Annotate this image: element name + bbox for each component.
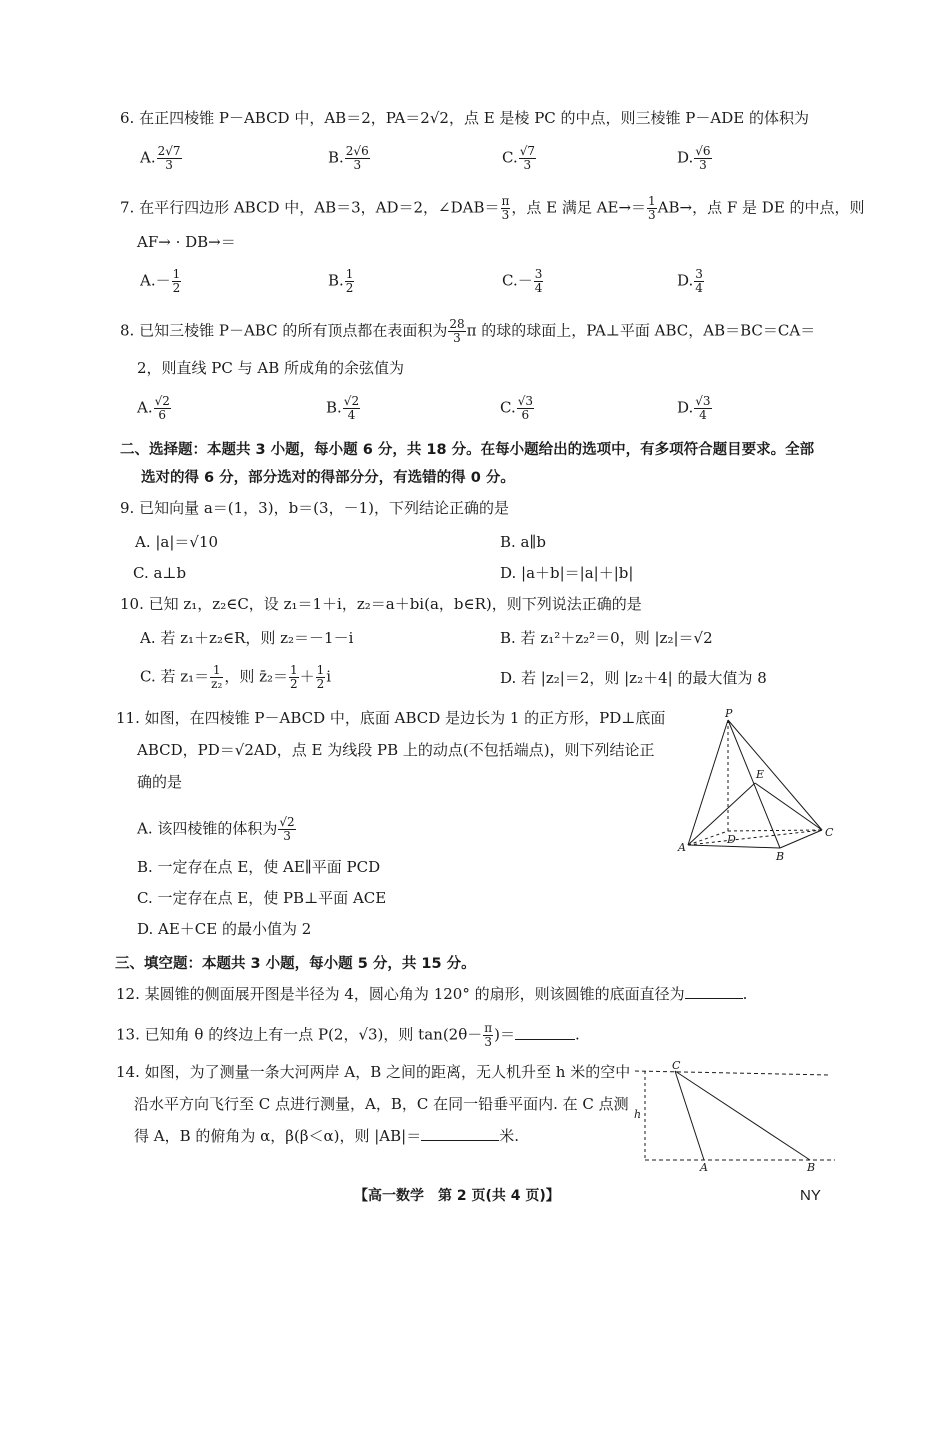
fraction: $\frac{1}{\text{z₂}}$ <box>211 663 223 691</box>
section2-heading: 二、选择题：本题共 3 小题，每小题 6 分，共 18 分。在每小题给出的选项中，有多项符合题目要求。全部 <box>120 442 815 458</box>
q8-stem-line2: 2，则直线 PC 与 AB 所成角的余弦值为 <box>137 359 405 377</box>
q7-stem: 7. 在平行四边形 ABCD 中，AB＝3，AD＝2，∠DAB＝ $\frac{\pi}{3}$ ，点 E 满足 AE→＝ $\frac{1}{3}$ AB→，点 F 是 DE 的中点，则 <box>120 194 865 222</box>
q7-option-b: B. $\frac{1}{2}$ <box>328 267 354 295</box>
answer-blank[interactable] <box>685 984 743 999</box>
label-a: A <box>678 841 686 854</box>
label-c: C <box>672 1059 681 1072</box>
label-h: h <box>634 1108 642 1121</box>
label-c: C <box>825 826 834 839</box>
label-b: B <box>807 1161 816 1174</box>
option-label: D. <box>677 148 694 167</box>
fraction: $\frac{1}{2}$ <box>345 267 354 295</box>
page-footer: 【高一数学 第 2 页(共 4 页)】 <box>354 1188 560 1204</box>
fraction: $\frac{28}{3}$ <box>449 317 465 345</box>
fraction: $\frac{2√6}{3}$ <box>345 144 369 172</box>
q11-option-a: A. 该四棱锥的体积为 $\frac{√2}{3}$ <box>137 815 295 843</box>
label-b: B <box>776 850 785 863</box>
q8-stem: 8. 已知三棱锥 P－ABC 的所有顶点都在表面积为 $\frac{28}{3}$ π 的球的球面上，PA⊥平面 ABC，AB＝BC＝CA＝ <box>120 317 816 345</box>
q9-option-c: C. a⊥b <box>133 564 187 582</box>
label-p: P <box>725 707 733 720</box>
q10-stem: 10. 已知 z₁，z₂∈C，设 z₁＝1＋i，z₂＝a＋bi(a，b∈R)，则下列说法正确的是 <box>120 595 642 613</box>
q6-stem: 6. 在正四棱锥 P－ABCD 中，AB＝2，PA＝2√2，点 E 是棱 PC 的中点，则三棱锥 P－ADE 的体积为 <box>120 109 809 127</box>
fraction: $\frac{√6}{3}$ <box>695 144 711 172</box>
fraction: $\frac{√3}{4}$ <box>695 394 711 422</box>
fraction: $\frac{3}{4}$ <box>534 267 543 295</box>
edge-dc <box>728 830 822 831</box>
section2-heading-line2: 选对的得 6 分，部分选对的得部分分，有选错的得 0 分。 <box>141 470 515 486</box>
q8-option-a: A. $\frac{√2}{6}$ <box>137 394 170 422</box>
q6-option-a <box>140 145 183 172</box>
q10-option-b: B. 若 z₁²＋z₂²＝0，则 |z₂|＝√2 <box>500 629 713 647</box>
fraction: $\frac{1}{2}$ <box>172 267 181 295</box>
fraction: $\frac{1}{2}$ <box>316 663 325 691</box>
q6-option-d <box>677 145 713 172</box>
q10-option-c: C. 若 z₁＝ $\frac{1}{\text{z₂}}$ ，则 z̄₂＝ $\frac{1}{2}$ ＋ $\frac{1}{2}$ i <box>140 663 332 691</box>
q8-option-d: D. $\frac{√3}{4}$ <box>677 394 711 422</box>
footer-code: NY <box>800 1187 821 1204</box>
pyramid-figure <box>670 705 840 865</box>
river-figure <box>630 1058 840 1178</box>
fraction: $\frac{3}{4}$ <box>695 267 703 295</box>
q11-option-c: C. 一定存在点 E，使 PB⊥平面 ACE <box>137 889 387 907</box>
q11-option-b: B. 一定存在点 E，使 AE∥平面 PCD <box>137 858 381 876</box>
fraction: $\frac{√3}{6}$ <box>517 394 533 422</box>
q9-option-b: B. a∥b <box>500 533 547 551</box>
sight-cb <box>675 1071 810 1160</box>
q11-stem-line2: ABCD，PD＝√2AD，点 E 为线段 PB 上的动点(不包括端点)，则下列结论正 <box>137 741 655 759</box>
fraction: $\frac{1}{3}$ <box>648 194 656 222</box>
q8-option-c: C. $\frac{√3}{6}$ <box>500 394 533 422</box>
q7-option-d: D. $\frac{3}{4}$ <box>677 267 703 295</box>
edge-pc <box>728 720 822 830</box>
q14-stem-line2: 沿水平方向飞行至 C 点进行测量，A，B，C 在同一铅垂平面内. 在 C 点测 <box>134 1095 629 1113</box>
q9-option-d: D. |a＋b|＝|a|＋|b| <box>500 564 634 582</box>
q6-option-b <box>328 145 371 172</box>
q7-option-a: A.－ $\frac{1}{2}$ <box>140 267 181 295</box>
q14-stem: 14. 如图，为了测量一条大河两岸 A，B 之间的距离，无人机升至 h 米的空中 <box>116 1063 631 1081</box>
q13-stem: 13. 已知角 θ 的终边上有一点 P(2，√3)，则 tan(2θ－ $\frac{\pi}{3}$ )＝ . <box>116 1021 580 1049</box>
fraction: $\frac{√7}{3}$ <box>519 144 535 172</box>
answer-blank[interactable] <box>421 1126 499 1141</box>
flight-line <box>635 1071 830 1075</box>
fraction: $\frac{√2}{3}$ <box>279 815 295 843</box>
q8-option-b: B. $\frac{√2}{4}$ <box>326 394 360 422</box>
section3-heading: 三、填空题：本题共 3 小题，每小题 5 分，共 15 分。 <box>115 956 476 972</box>
label-d: D <box>727 833 736 846</box>
q9-stem: 9. 已知向量 a＝(1，3)，b＝(3，－1)，下列结论正确的是 <box>120 499 509 517</box>
sight-ca <box>675 1071 704 1160</box>
q14-stem-line3: 得 A，B 的俯角为 α，β(β＜α)，则 |AB|＝ 米. <box>134 1127 519 1145</box>
q11-option-d: D. AE＋CE 的最小值为 2 <box>137 920 312 938</box>
label-e: E <box>756 768 765 781</box>
label-a: A <box>700 1161 708 1174</box>
option-label: B. <box>328 148 344 167</box>
edge-bc <box>780 830 822 848</box>
fraction: $\frac{√2}{6}$ <box>154 394 170 422</box>
fraction: $\frac{√2}{4}$ <box>343 394 360 422</box>
fraction: $\frac{1}{2}$ <box>290 663 298 691</box>
q7-option-c: C.－ $\frac{3}{4}$ <box>502 267 543 295</box>
q10-option-d: D. 若 |z₂|＝2，则 |z₂＋4| 的最大值为 8 <box>500 669 767 687</box>
edge-ac <box>688 830 822 845</box>
q10-option-a: A. 若 z₁＋z₂∈R，则 z₂＝－1－i <box>140 629 354 647</box>
fraction: $\frac{2√7}{3}$ <box>157 144 181 172</box>
answer-blank[interactable] <box>515 1025 575 1040</box>
q7-stem-line2: AF→ · DB→＝ <box>137 233 236 251</box>
option-label: A. <box>140 148 156 167</box>
q12-stem: 12. 某圆锥的侧面展开图是半径为 4，圆心角为 120° 的扇形，则该圆锥的底面直径为 . <box>116 985 748 1003</box>
q9-option-a: A. |a|＝√10 <box>135 533 219 551</box>
q11-stem-line3: 确的是 <box>137 773 183 791</box>
option-label: C. <box>502 148 518 167</box>
fraction: $\frac{\pi}{3}$ <box>501 194 510 222</box>
fraction: $\frac{\pi}{3}$ <box>484 1021 493 1049</box>
q6-option-c <box>502 145 537 172</box>
q11-stem: 11. 如图，在四棱锥 P－ABCD 中，底面 ABCD 是边长为 1 的正方形，PD⊥底面 <box>116 709 666 727</box>
